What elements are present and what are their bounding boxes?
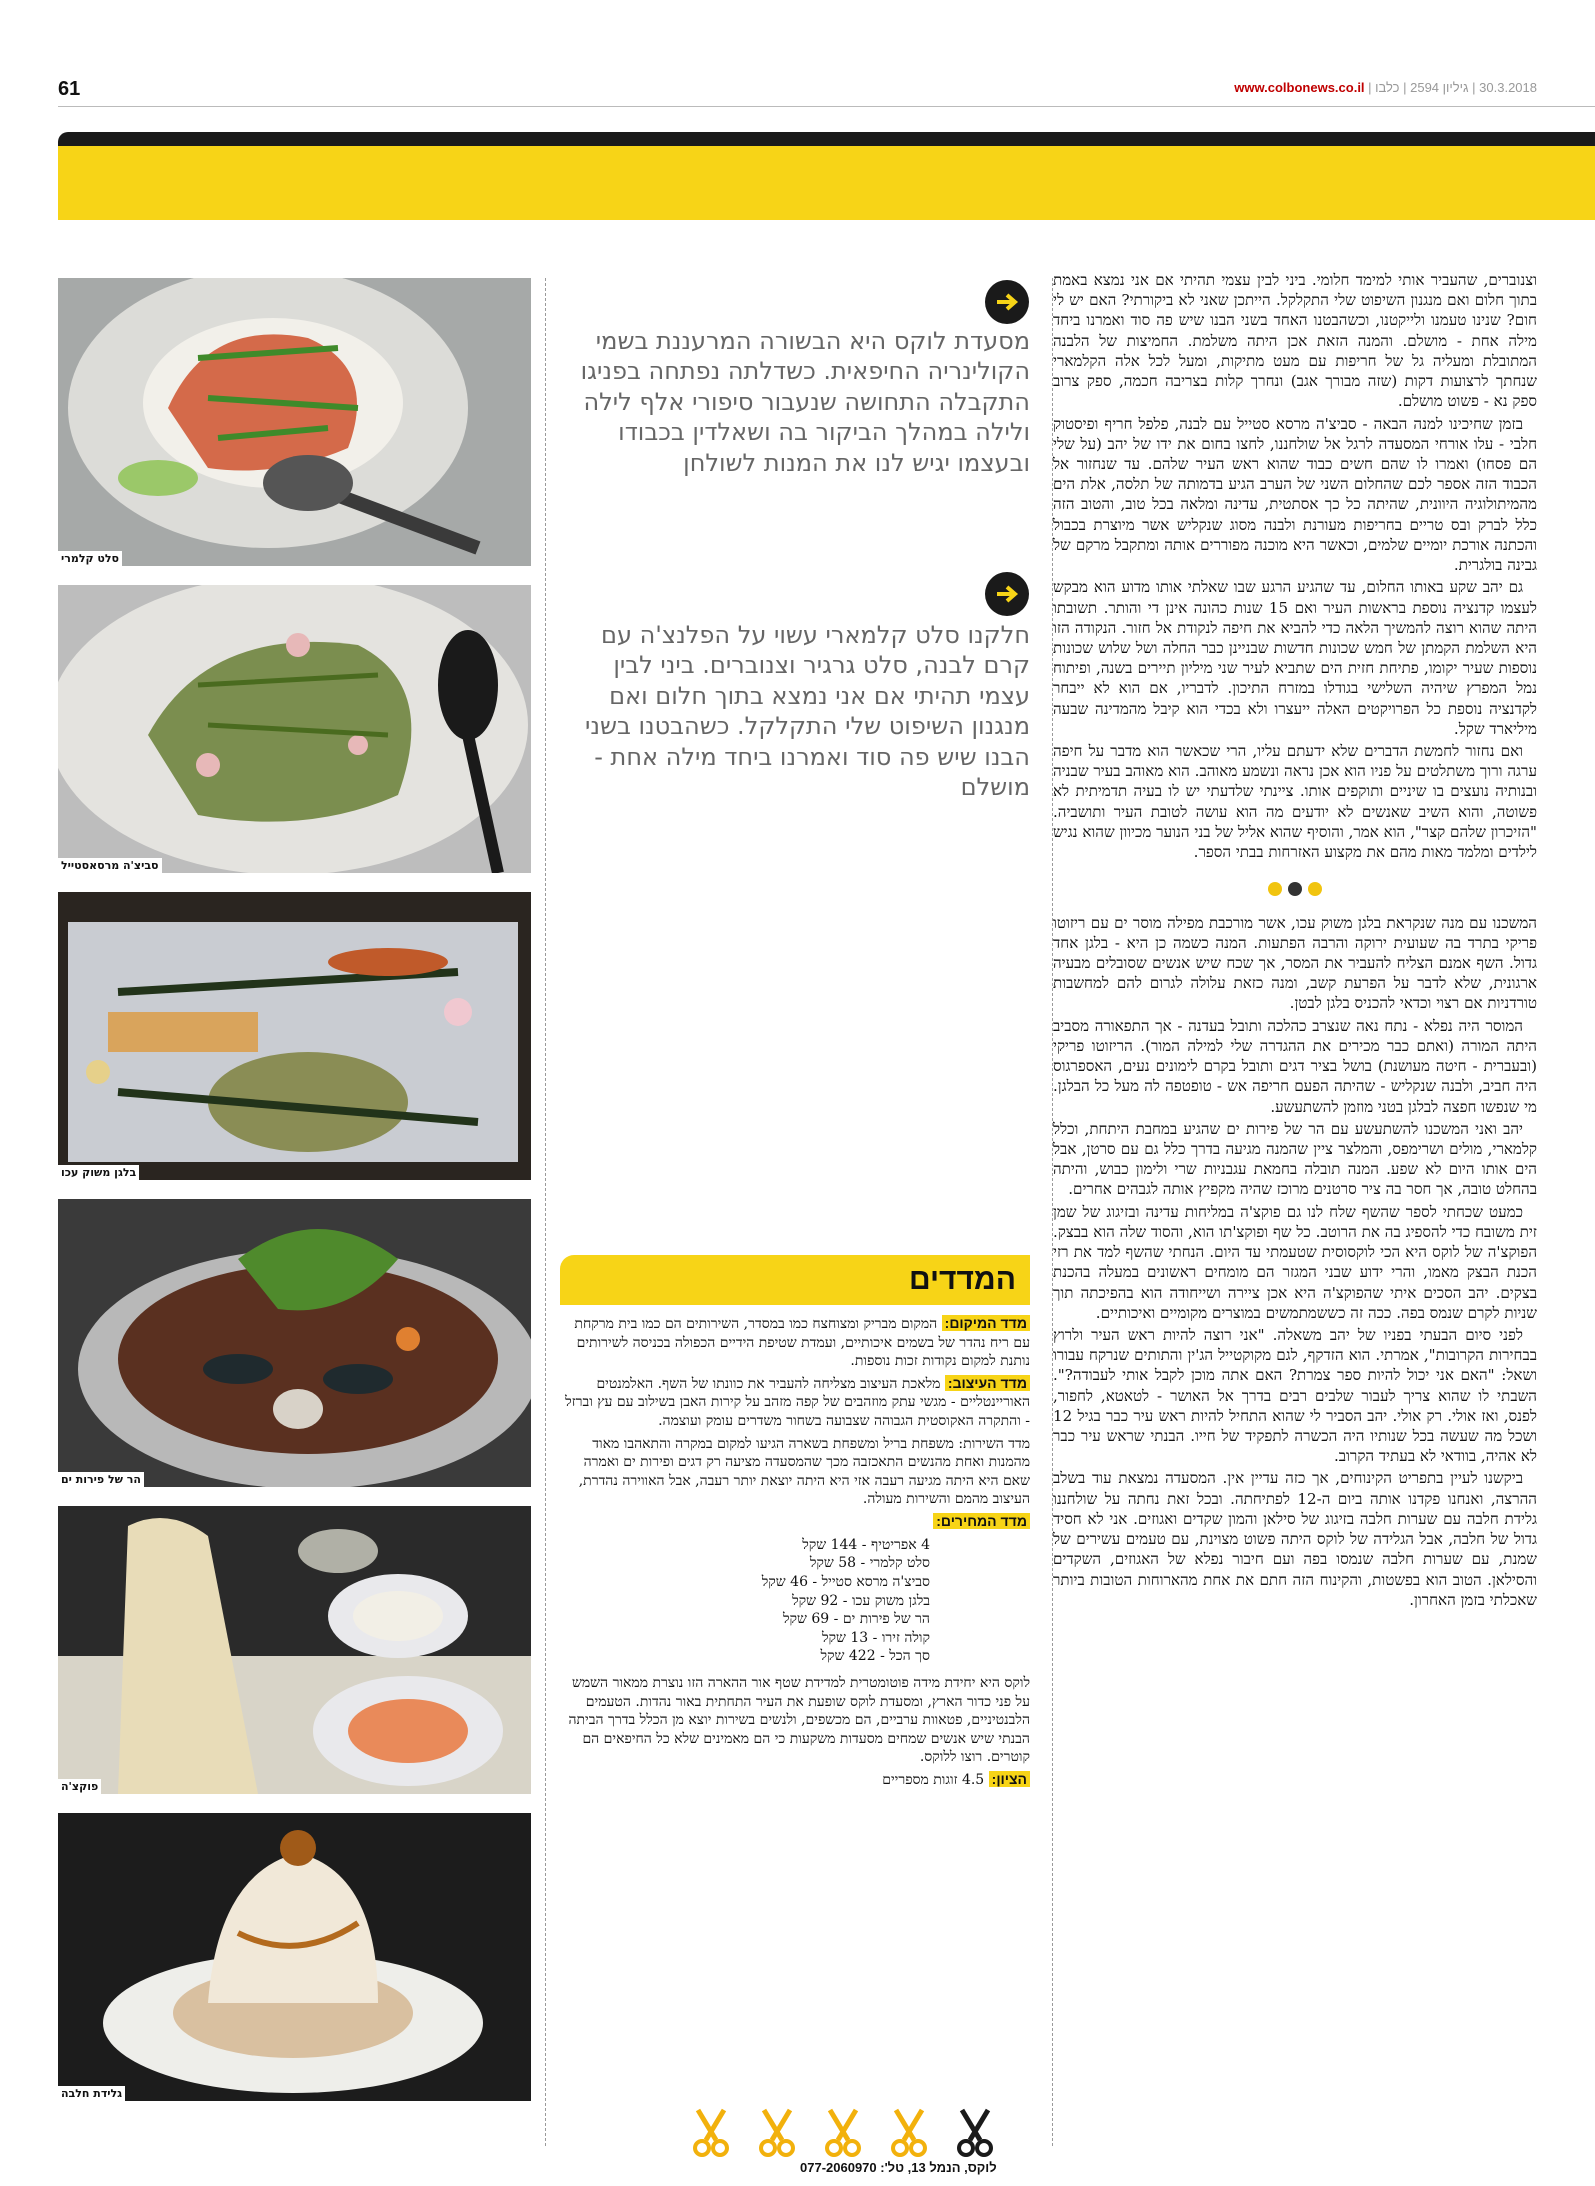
photo-caption: בלגן משוק עכו — [58, 1165, 139, 1180]
runhead-issue: גיליון 2594 — [1410, 80, 1469, 95]
article-paragraph: כמעט שכחתי לספר שהשף שלח לנו גם פוקצ'ה במליחות עדינה ובזיגוג של שמן זית משובח כדי להספיג בה את הרוטב. כל שף ופוקצ'תו הוא, והסוד שלה הוא בבצק. הפוקצ'ה של לוקס היא הכי לוקסוסית שטעמתי עד היום. הנחתי שהשף למד את רזי הכנת הבצק מאמו, והרי ידוע שבני המגזר הם מומחים ראשונים במעלה בהכנת בצקים. יהב הסכים איתי שהפוקצ'ה היא אכן ציירה ושייחודה הוא בהפיכתה תוך שניות לקרם שנמס בפה. ככה זה כששמתמשים במוצרים מקומיים ואיכותיים. — [1053, 1202, 1537, 1322]
photo-focaccia — [58, 1506, 531, 1794]
tag-design: מדד העיצוב: — [945, 1375, 1030, 1391]
pull-quote: חלקנו סלט קלמארי עשוי על הפלנצ'ה עם קרם לבנה, סלט גרגיר וצנוברים. ביני לבין עצמי תהיתי אם אני נמצא בתוך חלום ואם מנגנון השיפוט שלי התקלקל. כשהבטנו בשני הבנו שיש פה סוד ואמרנו ביחד מילה אחת - מושלם — [584, 621, 1030, 802]
measures-title: המדדים — [560, 1255, 1030, 1305]
scissors-icon — [688, 2108, 734, 2158]
price-item: 4 אפריטיף - 144 שקל — [802, 1536, 930, 1553]
measure-location-text: המקום מבריק ומצוחצח כמו במסדר, השירותים הם כמו בית מרקחת עם ריח נהדר של בשמים איכותיים, ועמדת שטיפת הידיים הכפולה בכניסה לשירותים נותנת למקום נקודות זכות נוספות. — [574, 1316, 1030, 1370]
scissors-icon — [754, 2108, 800, 2158]
article-paragraph: לפני סיום הבעתי בפניו של יהב משאלה. "אני רוצה להיות ראש העיר ולרוץ בבחירות הקרובות", אמרתי. הוא הזדקף, לגם מקוקטייל הג'ין והתותים שנרקח עבורו ושאל: "האם אני יכול להיות ספר צמרת? האם אתה מוכן לקבל אותי לעבודה?". השבתי לו שהוא צריך לעבור שלבים רבים בדרך אל האושר - לטאטא, לחפור, לפנס, ואז אולי. רק אולי. יהב הסביר לי שהוא התחיל להיות ראש עיר כבר בגיל 12 ושכל מה שעשה בכל שנותיו היה הכשרה לתפקיד של חייו. הבנתי שראש עיר כבר לא אהיה, בוודאי לא בעתיד הקרוב. — [1053, 1325, 1537, 1466]
measure-prices-head — [560, 1513, 1030, 1532]
tag-location: מדד המיקום: — [942, 1315, 1030, 1331]
measure-design — [560, 1375, 1030, 1431]
price-item: בלגן משוק עכו - 92 שקל — [792, 1592, 930, 1609]
pull-quote: מסעדת לוקס היא הבשורה המרעננת בשמי הקולינריה החיפאית. כשדלתה נפתחה בפניגו התקבלה התחושה שנעבור סיפורי אלף לילה ולילה במהלך הביקור בה ושאלדין בכבודו ובעצמו יגיש לנו את המנות לשולחן — [580, 327, 1030, 477]
column-divider — [545, 278, 546, 2146]
photo-halva-icecream — [58, 1813, 531, 2101]
photo-caption: סביצ'ה מרסאסטייל — [58, 858, 162, 873]
article-body — [1053, 270, 1537, 1612]
article-paragraph: וצנוברים, שהעביר אותי למימד חלומי. ביני לבין עצמי תהיתי אם אני נמצא באמת בתוך חלום ואם מנגנון השיפוט שלי התקלקל. הייתכן שאני לא ביקורתי? האם יש לי חום? שנינו טעמנו ולייקטנו, וכשהבטנו האחד בשני הבנו שיש פה סוד ואמרנו ביחד מילה אחת - מושלם. והמנה הזאת אכן היתה משלמת. החמיצות של הלבנה המתובלת ומעליה גל של חריפות עם מעט מתיקות, ומעל לכל אלה הקלמארי שנחתך לרצועות דקות (שזה מבורך אגב) ונחרך קלות בצריבה חכמה, ספק צרוב ספק נא - פשוט מושלם. — [1053, 271, 1537, 411]
arrow-right-icon — [985, 572, 1029, 616]
measure-location — [560, 1315, 1030, 1371]
measure-summary: לוקס היא יחידת מידה פוטומטרית למדידת שטף אור ההארה הזו נוצרת ממאור השמש על פני כדור הארץ, ומסעדת לוקס שופעת את העיר התחתית באור נהדות. הטעמים הלבנטיניים, פטאוות ערביים, הם מכשפים, ולנשים בשירות יוצא מן הכלל בדרך הביתה הבנתי שיש אנשים שמחים מסעדות משקעות כי הם מאמינים שלא כל החיפאים הם קוטרים. רוצו ללוקס. — [568, 1674, 1030, 1766]
photo-column — [58, 278, 531, 2120]
photo-seafood-mountain — [58, 1199, 531, 1487]
photo-akko-mess — [58, 892, 531, 1180]
runhead-site[interactable]: www.colbonews.co.il — [1234, 80, 1365, 95]
measure-score-text: 4.5 זוגות מספריים — [882, 1772, 985, 1789]
measure-design-text: מלאכת העיצוב מצליחה להעביר את כוונתו של השף. האלמנטים האוריינטליים - מגשי עתק מוזהבים של קפה מזהב על קירות האבן בשילוב עם עץ וברזל - והתקרה האקוסטית הגבוהה שצבועה בשחור משדרים עומק ועוצמה. — [565, 1375, 1030, 1430]
article-paragraph: ביקשנו לעיין בתפריט הקינוחים, אך כזה עדיין אין. המסעדה נמצאת עוד בשלב ההרצה, ואנחנו פקדנו אותה ביום ה-12 לפתיחתה. ובכל זאת נחתה על שולחננו גלידת חלבה עם שערות חלבה בזיגוג של סילאן והמון שקדים ואגוזים. אני לא חסיד גדול של חלבה, אבל הגלידה של לוקס היתה פשוט מצוינת, עם טעמים עשירים של שמנת, עם שערות חלבה שנמסו בפה ועם חיבור נפלא של האגוזים, השקדים והסילאן. הטוב הוא בפשטות, והקינוח הזה חתם את אחת מהארוחות הטובות ביותר שאכלתי בזמן האחרון. — [1053, 1469, 1537, 1609]
article-paragraph: המוסר היה נפלא - נתח נאה שנצרב כהלכה ותובל בעדנה - אך התפאורה מסביב היתה המורה (ואתם כבר מכירים את ההגדרה שלי למילה המור). הריזוטו פריקי (ובעברית - חיטה מעושנת) בושל בציר דגים ותובל בקרם לימונים נעים, האספרגוס היה חביב, ולבנה שנקליש - שהיתה הפעם חריפה אש - טופטפה לה מעל כל הבלגן. מי שנפשו חפצה לבלגן בטני מוזמן להשתעשע. — [1053, 1016, 1537, 1116]
measure-score — [560, 1771, 1030, 1790]
restaurant-address: לוקס, הנמל 13, טל': 077-2060970 — [800, 2160, 997, 2175]
measure-service: מדד השירות: משפחת בריל ומשפחת בשארה הגיעו למקום במקרה והתאהבו מאוד מהמנות ואחת מהנשים התאכזבה מכך שהמסעדה מציעה רק דגים ופירות ים ואמרה שאם היא היתה מגיעה רעבה אזי היא היתה יוצאת יותר רעבה, אבל האווירה נהדרת, העיצוב מהמם והשירות מעולה. — [578, 1435, 1030, 1508]
running-head: 30.3.2018 | גיליון 2594 | כלבו | www.colbonews.co.il — [1234, 80, 1537, 95]
price-item: קולה זירו - 13 שקל — [821, 1629, 930, 1646]
photo-caption: הר של פירות ים — [58, 1472, 144, 1487]
article-paragraph: ואם נחזור לחמשת הדברים שלא ידעתם עליו, הרי שכאשר הוא מדבר על חיפה ערגה ורוך משתלטים על פניו הוא אכן נראה ונשמע מאוהב. הוא מאוהב בעיר שבניה ובנותיה נועצים בו שיניים ותוקפים אותו. ציינתי שלדעתי יש לו בעיה תדמיתית לא פשוטה, והוא השיב שאנשים לא יודעים מה הוא עושה לטובת העיר ותושביה. "הזיכרון שלהם קצר", הוא אמר, והוסיף שהוא אליל של בני הנוער מכיוון שהוא נגיש לילדים ומלמד מאות מהם את מקצוע האזרחות בבתי הספר. — [1053, 742, 1537, 862]
photo-caption: סלט קלמרי — [58, 551, 122, 566]
header-band-yellow — [58, 146, 1595, 220]
price-item: סביצ'ה מרסא סטייל - 46 שקל — [761, 1573, 930, 1590]
runhead-date: 30.3.2018 — [1479, 80, 1537, 95]
scissors-rating — [688, 2108, 998, 2158]
photo-calamari-salad — [58, 278, 531, 566]
scissors-icon — [820, 2108, 866, 2158]
article-paragraph: המשכנו עם מנה שנקראת בלגן משוק עכו, אשר מורכבת מפילה מוסר ים עם ריזוטו פריקי בתרד בה שעועית ירוקה והרבה הפתעות. המנה כשמה כן היא - בלגן אחד גדול. השף אמנם הצליח להעביר את המסר, אך שכח שיש אנשים שסובלים מבעיה ארגונית, שלא לדבר על הפרעת קשב, ומנה כזאת עלולה לגרום להם למחשבות טורדניות אם רצוי וכדאי להכניס בלגן לבטן. — [1053, 913, 1537, 1013]
article-paragraph: יהב ואני המשכנו להשתעשע עם הר של פירות ים שהגיע במחבת היתחת, וכלל קלמארי, מולים ושרימפס, והמלצר ציין שהמנה מגיעה בדרך כלל גם עם סרטן, אבל הים אותו היום לא שפע. המנה תובלה בחמאת עגבניות שרי ולימון כבוש, והיתה בהחלט טובה, אך חסר בה ציר סרטנים מרוכז שהיה מקפיץ אותה לגבהים אחרים. — [1053, 1119, 1537, 1199]
arrow-right-icon — [985, 280, 1029, 324]
photo-caption: גלידת חלבה — [58, 2086, 125, 2101]
price-item: סלט קלמרי - 58 שקל — [809, 1555, 930, 1572]
price-item: הר של פירות ים - 69 שקל — [782, 1611, 930, 1628]
page-number: 61 — [58, 78, 81, 100]
scissors-icon — [886, 2108, 932, 2158]
photo-ceviche — [58, 585, 531, 873]
tag-prices: מדד המחירים: — [933, 1513, 1030, 1529]
section-break-dots — [1053, 878, 1537, 898]
photo-caption: פוקצ'ה — [58, 1779, 101, 1794]
price-item: סך הכל - 422 שקל — [820, 1648, 930, 1665]
tag-score: הציון: — [989, 1771, 1030, 1787]
scissors-icon — [952, 2108, 998, 2158]
price-list — [560, 1536, 1030, 1666]
article-paragraph: בזמן שחיכינו למנה הבאה - סביצ'ה מרסא סטייל עם לבנה, פלפל חריף ופיסטוק חלבי - עלו אורחי המסעדה לרגל אל שולחננו, לחצו בחום את ידו של יהב (על שלי הם פסחו) ואמרו לו שהם חשים כבוד שהוא ראש העיר שלהם. עד שנחזור אל הכבוד הזה אספר לכם שהחלום השני של הערב הגיע בדמותה של תלסה, אלת הים מהמיתולוגיה היוונית, שהיתה כל כך אסתטית, עדינה ומלאה בכל טוב, והטוב הזה כלל לברק ובס טריים בחריפות מעורנת ולבנה מסוג שנקליש אשר מיוצרת בכבול והכתנה אורכת יומיים שלמים, וכאשר היא מוכנה מפוררים אותה ומתקבל מרקם של גבינה בולגרית. — [1053, 414, 1537, 575]
measures-box — [560, 1255, 1030, 1794]
article-paragraph: גם יהב שקע באותו החלום, עד שהגיע הרגע שבו שאלתי אותו מדוע הוא מבקש לעצמו קדנציה נוספת בראשות העיר ואם 15 שנות כהונה אינן די והותר. תשובתו היתה שהוא רוצה להמשיך הלאה כדי להביא את חיפה לנקודת אל חזור. הנקודה הזו היא השלמת הקמתן של חמש שכונות חדשות שבניינן כבר החלה ושל שלוש שכונות נוספות שעיר יקומו, פתיחת חזית הים שתביא לעיר שני מיליון תיירים בשנה, ופיתוח נמל המפרץ שיהיה השלישי בגודלו במזרח התיכון. לדבריו, אם הוא לא ייבחר לקדנציה נוספת כל הפרויקטים האלה ייעצרו ולא בכדי הוא קיבל מהמדינה שבעה מיליארד שקל. — [1053, 578, 1537, 738]
header-rule — [58, 106, 1595, 107]
header-band-dark — [58, 132, 1595, 146]
runhead-pub: כלבו — [1375, 80, 1400, 95]
